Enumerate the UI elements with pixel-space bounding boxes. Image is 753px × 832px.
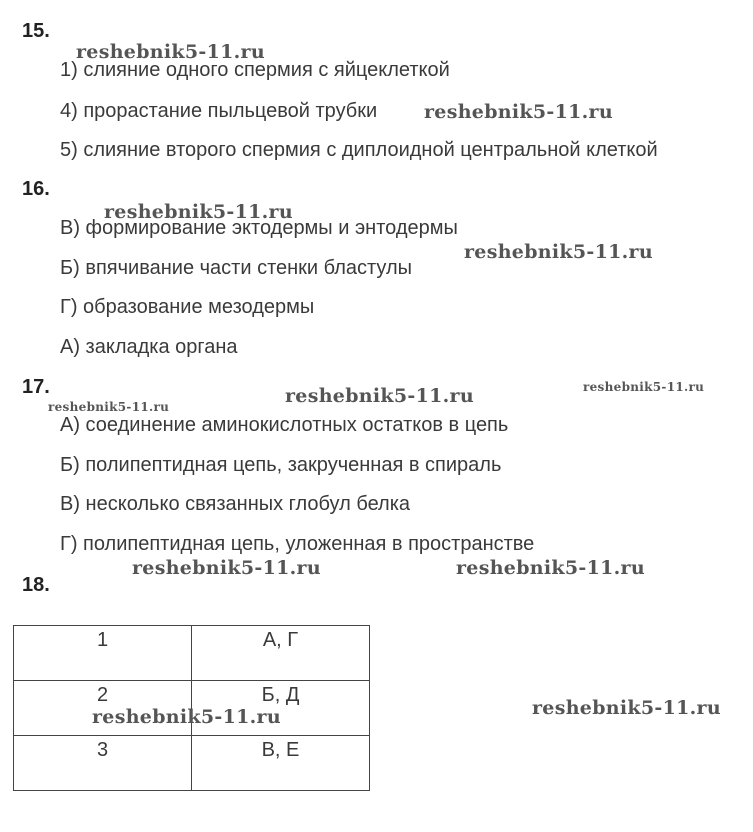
watermark: reshebnik5-11.ru: [583, 380, 705, 394]
watermark: reshebnik5-11.ru: [456, 557, 645, 579]
watermark: reshebnik5-11.ru: [132, 557, 321, 579]
q16-item-4: А) закладка органа: [60, 336, 238, 358]
question-18-number: 18.: [22, 574, 50, 596]
table-row: [14, 626, 370, 681]
question-17-number: 17.: [22, 376, 50, 398]
q17-item-3: В) несколько связанных глобул белка: [60, 493, 411, 515]
q15-item-1: 1) слияние одного спермия с яйцеклеткой: [60, 59, 450, 81]
question-16-number: 16.: [22, 178, 50, 200]
q16-item-2: Б) впячивание части стенки бластулы: [60, 257, 412, 279]
q16-item-3: Г) образование мезодермы: [60, 296, 315, 318]
q17-item-4: Г) полипептидная цепь, уложенная в пространстве: [60, 533, 535, 555]
q15-item-2: 4) прорастание пыльцевой трубки: [60, 100, 378, 122]
watermark: reshebnik5-11.ru: [48, 400, 170, 414]
table-cell-answer: Б, Д: [192, 681, 370, 736]
table-cell-number: 1: [14, 626, 192, 681]
watermark: reshebnik5-11.ru: [464, 241, 653, 263]
watermark: reshebnik5-11.ru: [104, 201, 293, 223]
watermark: reshebnik5-11.ru: [285, 385, 474, 407]
table-cell-number: 3: [14, 736, 192, 791]
table-cell-answer: А, Г: [192, 626, 370, 681]
watermark: reshebnik5-11.ru: [532, 697, 721, 719]
table-row: [14, 736, 370, 791]
table-cell-answer: В, Е: [192, 736, 370, 791]
q17-item-1: А) соединение аминокислотных остатков в цепь: [60, 414, 509, 436]
question-15-number: 15.: [22, 20, 50, 42]
watermark: reshebnik5-11.ru: [92, 706, 281, 728]
q17-item-2: Б) полипептидная цепь, закрученная в спираль: [60, 454, 502, 476]
table-cell-number: 2: [14, 681, 192, 736]
watermark: reshebnik5-11.ru: [424, 101, 613, 123]
watermark: reshebnik5-11.ru: [76, 41, 265, 63]
q15-item-3: 5) слияние второго спермия с диплоидной центральной клеткой: [60, 139, 658, 161]
q16-item-1: В) формирование эктодермы и энтодермы: [60, 217, 458, 239]
